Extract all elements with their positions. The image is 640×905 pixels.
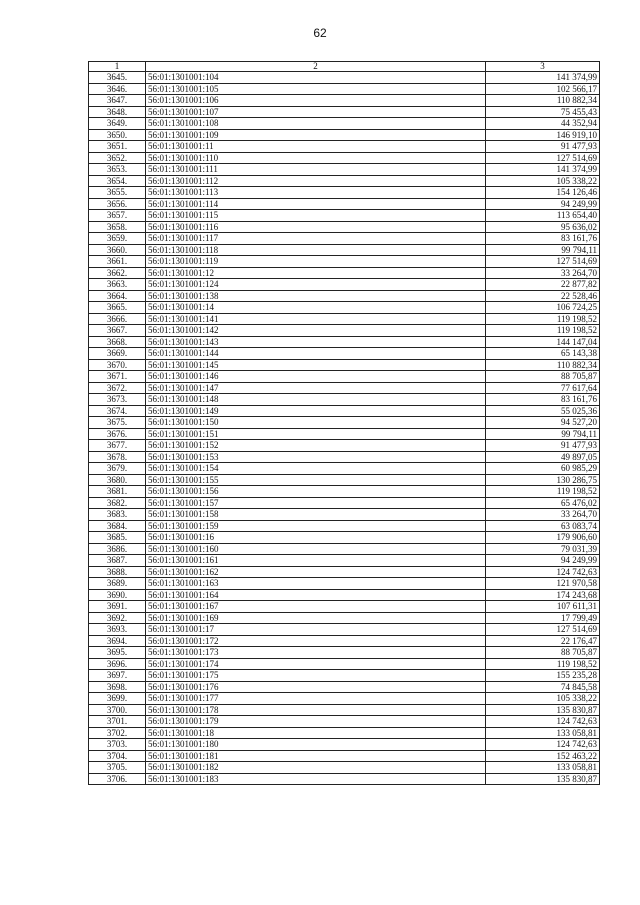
cadastral-number-cell: 56:01:1301001:118 [146, 244, 486, 256]
cadastral-number-cell: 56:01:1301001:111 [146, 164, 486, 176]
table-row [89, 578, 600, 590]
cadastral-value-cell: 83 161,76 [486, 394, 600, 406]
cadastral-number-cell: 56:01:1301001:146 [146, 371, 486, 383]
cadastral-number-cell: 56:01:1301001:172 [146, 635, 486, 647]
table-row [89, 739, 600, 751]
cadastral-value-cell: 141 374,99 [486, 72, 600, 84]
row-number-cell: 3705. [89, 762, 146, 774]
row-number-cell: 3682. [89, 497, 146, 509]
cadastral-number-cell: 56:01:1301001:16 [146, 532, 486, 544]
table-row [89, 658, 600, 670]
cadastral-value-cell: 75 455,43 [486, 106, 600, 118]
cadastral-value-cell: 127 514,69 [486, 624, 600, 636]
cadastral-number-cell: 56:01:1301001:14 [146, 302, 486, 314]
row-number-cell: 3648. [89, 106, 146, 118]
row-number-cell: 3689. [89, 578, 146, 590]
cadastral-number-cell: 56:01:1301001:164 [146, 589, 486, 601]
cadastral-value-cell: 88 705,87 [486, 371, 600, 383]
cadastral-value-cell: 124 742,63 [486, 566, 600, 578]
row-number-cell: 3695. [89, 647, 146, 659]
column-header-cadastral-number: 2 [146, 62, 486, 72]
cadastral-number-cell: 56:01:1301001:143 [146, 336, 486, 348]
cadastral-number-cell: 56:01:1301001:173 [146, 647, 486, 659]
row-number-cell: 3693. [89, 624, 146, 636]
row-number-cell: 3656. [89, 198, 146, 210]
cadastral-number-cell: 56:01:1301001:169 [146, 612, 486, 624]
cadastral-number-cell: 56:01:1301001:142 [146, 325, 486, 337]
row-number-cell: 3685. [89, 532, 146, 544]
cadastral-value-cell: 17 799,49 [486, 612, 600, 624]
table-row [89, 348, 600, 360]
cadastral-number-cell: 56:01:1301001:115 [146, 210, 486, 222]
table-row [89, 601, 600, 613]
row-number-cell: 3662. [89, 267, 146, 279]
cadastral-value-cell: 22 176,47 [486, 635, 600, 647]
table-row [89, 693, 600, 705]
table-row [89, 566, 600, 578]
cadastral-value-cell: 155 235,28 [486, 670, 600, 682]
table-row [89, 543, 600, 555]
cadastral-value-cell: 33 264,70 [486, 267, 600, 279]
cadastral-value-cell: 133 058,81 [486, 727, 600, 739]
table-row [89, 727, 600, 739]
table-row [89, 451, 600, 463]
row-number-cell: 3683. [89, 509, 146, 521]
cadastral-value-cell: 94 249,99 [486, 198, 600, 210]
cadastral-number-cell: 56:01:1301001:174 [146, 658, 486, 670]
cadastral-number-cell: 56:01:1301001:179 [146, 716, 486, 728]
row-number-cell: 3651. [89, 141, 146, 153]
cadastral-value-cell: 119 198,52 [486, 313, 600, 325]
row-number-cell: 3666. [89, 313, 146, 325]
row-number-cell: 3668. [89, 336, 146, 348]
row-number-cell: 3655. [89, 187, 146, 199]
table-row [89, 267, 600, 279]
cadastral-value-cell: 113 654,40 [486, 210, 600, 222]
table-row [89, 417, 600, 429]
cadastral-value-cell: 74 845,58 [486, 681, 600, 693]
row-number-cell: 3652. [89, 152, 146, 164]
table-row [89, 635, 600, 647]
table-row [89, 532, 600, 544]
cadastral-number-cell: 56:01:1301001:183 [146, 773, 486, 785]
cadastral-value-cell: 121 970,58 [486, 578, 600, 590]
row-number-cell: 3679. [89, 463, 146, 475]
row-number-cell: 3699. [89, 693, 146, 705]
table-row [89, 141, 600, 153]
cadastral-number-cell: 56:01:1301001:116 [146, 221, 486, 233]
row-number-cell: 3703. [89, 739, 146, 751]
table-row [89, 290, 600, 302]
cadastral-value-cell: 154 126,46 [486, 187, 600, 199]
cadastral-value-cell: 95 636,02 [486, 221, 600, 233]
cadastral-value-cell: 79 031,39 [486, 543, 600, 555]
row-number-cell: 3646. [89, 83, 146, 95]
cadastral-number-cell: 56:01:1301001:163 [146, 578, 486, 590]
cadastral-value-cell: 141 374,99 [486, 164, 600, 176]
cadastral-value-cell: 99 794,11 [486, 244, 600, 256]
cadastral-value-cell: 124 742,63 [486, 716, 600, 728]
table-row [89, 681, 600, 693]
row-number-cell: 3647. [89, 95, 146, 107]
table-row [89, 175, 600, 187]
row-number-cell: 3659. [89, 233, 146, 245]
cadastral-value-cell: 119 198,52 [486, 325, 600, 337]
table-row [89, 313, 600, 325]
row-number-cell: 3706. [89, 773, 146, 785]
cadastral-number-cell: 56:01:1301001:104 [146, 72, 486, 84]
row-number-cell: 3649. [89, 118, 146, 130]
row-number-cell: 3658. [89, 221, 146, 233]
table-row [89, 647, 600, 659]
table-row [89, 187, 600, 199]
cadastral-value-cell: 94 527,20 [486, 417, 600, 429]
cadastral-value-cell: 94 249,99 [486, 555, 600, 567]
cadastral-number-cell: 56:01:1301001:151 [146, 428, 486, 440]
cadastral-value-cell: 105 338,22 [486, 175, 600, 187]
table-row [89, 589, 600, 601]
column-header-value: 3 [486, 62, 600, 72]
table-row [89, 221, 600, 233]
cadastral-value-cell: 22 528,46 [486, 290, 600, 302]
row-number-cell: 3686. [89, 543, 146, 555]
table-row [89, 463, 600, 475]
cadastral-value-cell: 133 058,81 [486, 762, 600, 774]
table-row [89, 405, 600, 417]
cadastral-value-cell: 102 566,17 [486, 83, 600, 95]
cadastral-number-cell: 56:01:1301001:152 [146, 440, 486, 452]
cadastral-number-cell: 56:01:1301001:159 [146, 520, 486, 532]
table-row [89, 428, 600, 440]
table-row [89, 210, 600, 222]
table-row [89, 520, 600, 532]
table-row [89, 382, 600, 394]
table-row [89, 72, 600, 84]
cadastral-value-cell: 152 463,22 [486, 750, 600, 762]
cadastral-number-cell: 56:01:1301001:160 [146, 543, 486, 555]
row-number-cell: 3657. [89, 210, 146, 222]
cadastral-number-cell: 56:01:1301001:161 [146, 555, 486, 567]
table-row [89, 624, 600, 636]
table-row [89, 83, 600, 95]
cadastral-value-cell: 144 147,04 [486, 336, 600, 348]
table-row [89, 440, 600, 452]
row-number-cell: 3663. [89, 279, 146, 291]
table-row [89, 164, 600, 176]
cadastral-value-cell: 88 705,87 [486, 647, 600, 659]
row-number-cell: 3684. [89, 520, 146, 532]
row-number-cell: 3692. [89, 612, 146, 624]
table-row [89, 394, 600, 406]
row-number-cell: 3681. [89, 486, 146, 498]
row-number-cell: 3704. [89, 750, 146, 762]
table-header [89, 62, 600, 72]
cadastral-number-cell: 56:01:1301001:153 [146, 451, 486, 463]
cadastral-value-cell: 127 514,69 [486, 256, 600, 268]
row-number-cell: 3660. [89, 244, 146, 256]
cadastral-number-cell: 56:01:1301001:11 [146, 141, 486, 153]
cadastral-value-cell: 119 198,52 [486, 658, 600, 670]
row-number-cell: 3691. [89, 601, 146, 613]
row-number-cell: 3700. [89, 704, 146, 716]
cadastral-value-cell: 49 897,05 [486, 451, 600, 463]
table-row [89, 773, 600, 785]
cadastral-number-cell: 56:01:1301001:178 [146, 704, 486, 716]
cadastral-number-cell: 56:01:1301001:144 [146, 348, 486, 360]
cadastral-number-cell: 56:01:1301001:147 [146, 382, 486, 394]
cadastral-value-table [88, 61, 600, 785]
cadastral-number-cell: 56:01:1301001:12 [146, 267, 486, 279]
cadastral-number-cell: 56:01:1301001:149 [146, 405, 486, 417]
cadastral-value-cell: 174 243,68 [486, 589, 600, 601]
cadastral-value-cell: 99 794,11 [486, 428, 600, 440]
row-number-cell: 3701. [89, 716, 146, 728]
row-number-cell: 3697. [89, 670, 146, 682]
table-row [89, 336, 600, 348]
cadastral-number-cell: 56:01:1301001:162 [146, 566, 486, 578]
cadastral-number-cell: 56:01:1301001:176 [146, 681, 486, 693]
cadastral-number-cell: 56:01:1301001:167 [146, 601, 486, 613]
cadastral-value-cell: 83 161,76 [486, 233, 600, 245]
row-number-cell: 3687. [89, 555, 146, 567]
table-row [89, 716, 600, 728]
cadastral-value-cell: 179 906,60 [486, 532, 600, 544]
cadastral-number-cell: 56:01:1301001:117 [146, 233, 486, 245]
row-number-cell: 3698. [89, 681, 146, 693]
cadastral-value-cell: 60 985,29 [486, 463, 600, 475]
row-number-cell: 3690. [89, 589, 146, 601]
row-number-cell: 3688. [89, 566, 146, 578]
cadastral-value-cell: 91 477,93 [486, 141, 600, 153]
table-row [89, 198, 600, 210]
row-number-cell: 3671. [89, 371, 146, 383]
cadastral-value-cell: 55 025,36 [486, 405, 600, 417]
table-row [89, 359, 600, 371]
table-row [89, 670, 600, 682]
cadastral-number-cell: 56:01:1301001:175 [146, 670, 486, 682]
cadastral-number-cell: 56:01:1301001:113 [146, 187, 486, 199]
table-row [89, 704, 600, 716]
cadastral-value-cell: 65 476,02 [486, 497, 600, 509]
cadastral-number-cell: 56:01:1301001:155 [146, 474, 486, 486]
cadastral-number-cell: 56:01:1301001:141 [146, 313, 486, 325]
cadastral-number-cell: 56:01:1301001:18 [146, 727, 486, 739]
cadastral-value-cell: 124 742,63 [486, 739, 600, 751]
row-number-cell: 3665. [89, 302, 146, 314]
table-body [89, 72, 600, 785]
cadastral-number-cell: 56:01:1301001:158 [146, 509, 486, 521]
table-row [89, 325, 600, 337]
table-row [89, 279, 600, 291]
cadastral-number-cell: 56:01:1301001:154 [146, 463, 486, 475]
table-row [89, 129, 600, 141]
cadastral-value-cell: 119 198,52 [486, 486, 600, 498]
cadastral-value-cell: 110 882,34 [486, 95, 600, 107]
page-number: 62 [313, 26, 327, 40]
cadastral-number-cell: 56:01:1301001:182 [146, 762, 486, 774]
cadastral-number-cell: 56:01:1301001:156 [146, 486, 486, 498]
row-number-cell: 3677. [89, 440, 146, 452]
cadastral-value-cell: 146 919,10 [486, 129, 600, 141]
row-number-cell: 3645. [89, 72, 146, 84]
table-row [89, 106, 600, 118]
cadastral-value-cell: 77 617,64 [486, 382, 600, 394]
row-number-cell: 3670. [89, 359, 146, 371]
cadastral-number-cell: 56:01:1301001:138 [146, 290, 486, 302]
cadastral-value-cell: 44 352,94 [486, 118, 600, 130]
cadastral-value-cell: 105 338,22 [486, 693, 600, 705]
row-number-cell: 3654. [89, 175, 146, 187]
cadastral-value-cell: 127 514,69 [486, 152, 600, 164]
cadastral-value-cell: 135 830,87 [486, 773, 600, 785]
cadastral-number-cell: 56:01:1301001:181 [146, 750, 486, 762]
table-row [89, 152, 600, 164]
row-number-cell: 3673. [89, 394, 146, 406]
table-row [89, 750, 600, 762]
row-number-cell: 3675. [89, 417, 146, 429]
row-number-cell: 3702. [89, 727, 146, 739]
cadastral-number-cell: 56:01:1301001:109 [146, 129, 486, 141]
row-number-cell: 3672. [89, 382, 146, 394]
table-row [89, 244, 600, 256]
table-row [89, 612, 600, 624]
row-number-cell: 3669. [89, 348, 146, 360]
row-number-cell: 3674. [89, 405, 146, 417]
row-number-cell: 3664. [89, 290, 146, 302]
row-number-cell: 3696. [89, 658, 146, 670]
cadastral-number-cell: 56:01:1301001:148 [146, 394, 486, 406]
row-number-cell: 3653. [89, 164, 146, 176]
row-number-cell: 3650. [89, 129, 146, 141]
row-number-cell: 3667. [89, 325, 146, 337]
table-row [89, 302, 600, 314]
row-number-cell: 3676. [89, 428, 146, 440]
cadastral-number-cell: 56:01:1301001:180 [146, 739, 486, 751]
cadastral-number-cell: 56:01:1301001:145 [146, 359, 486, 371]
cadastral-value-cell: 135 830,87 [486, 704, 600, 716]
cadastral-value-cell: 33 264,70 [486, 509, 600, 521]
table-row [89, 762, 600, 774]
cadastral-number-cell: 56:01:1301001:108 [146, 118, 486, 130]
table-row [89, 555, 600, 567]
cadastral-value-cell: 22 877,82 [486, 279, 600, 291]
cadastral-value-cell: 91 477,93 [486, 440, 600, 452]
table-row [89, 95, 600, 107]
table-row [89, 486, 600, 498]
row-number-cell: 3694. [89, 635, 146, 647]
column-header-number: 1 [89, 62, 146, 72]
table-row [89, 509, 600, 521]
cadastral-number-cell: 56:01:1301001:110 [146, 152, 486, 164]
cadastral-number-cell: 56:01:1301001:17 [146, 624, 486, 636]
cadastral-value-cell: 110 882,34 [486, 359, 600, 371]
table-row [89, 474, 600, 486]
cadastral-number-cell: 56:01:1301001:157 [146, 497, 486, 509]
table-row [89, 256, 600, 268]
cadastral-number-cell: 56:01:1301001:124 [146, 279, 486, 291]
cadastral-value-cell: 130 286,75 [486, 474, 600, 486]
row-number-cell: 3680. [89, 474, 146, 486]
cadastral-value-cell: 106 724,25 [486, 302, 600, 314]
table-row [89, 233, 600, 245]
cadastral-number-cell: 56:01:1301001:107 [146, 106, 486, 118]
cadastral-number-cell: 56:01:1301001:112 [146, 175, 486, 187]
table-row [89, 497, 600, 509]
cadastral-value-cell: 107 611,31 [486, 601, 600, 613]
table-row [89, 118, 600, 130]
cadastral-number-cell: 56:01:1301001:106 [146, 95, 486, 107]
cadastral-number-cell: 56:01:1301001:177 [146, 693, 486, 705]
row-number-cell: 3678. [89, 451, 146, 463]
cadastral-value-cell: 65 143,38 [486, 348, 600, 360]
cadastral-number-cell: 56:01:1301001:119 [146, 256, 486, 268]
row-number-cell: 3661. [89, 256, 146, 268]
cadastral-number-cell: 56:01:1301001:105 [146, 83, 486, 95]
cadastral-number-cell: 56:01:1301001:114 [146, 198, 486, 210]
cadastral-number-cell: 56:01:1301001:150 [146, 417, 486, 429]
cadastral-value-cell: 63 083,74 [486, 520, 600, 532]
header-row [89, 62, 600, 72]
table-row [89, 371, 600, 383]
